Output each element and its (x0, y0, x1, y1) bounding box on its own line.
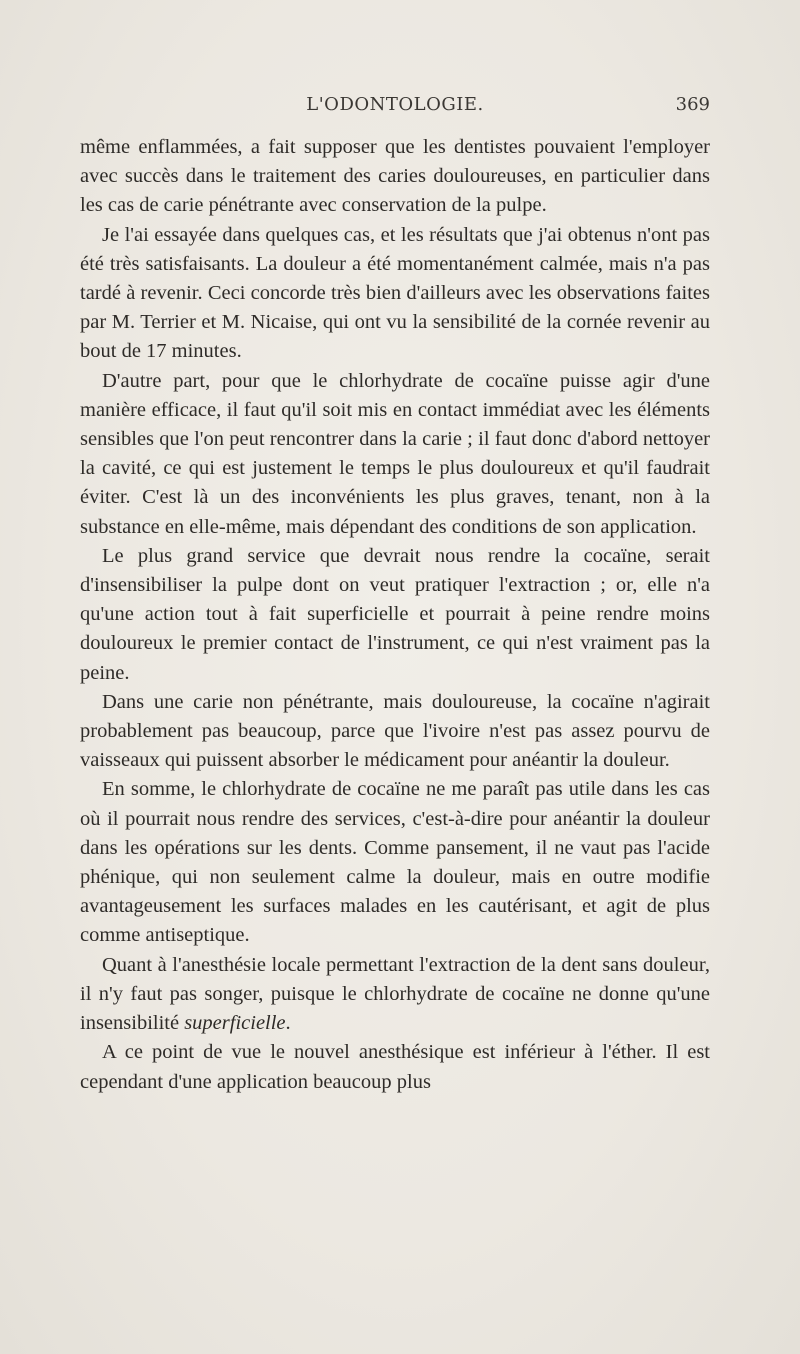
paragraph-text: Quant à l'anesthésie locale permettant l'extraction de la dent sans douleur, il n'y faut pas songer, puisque le chlorhydrate de cocaïne ne donne qu'une insensibilité (80, 953, 710, 1035)
page-header (80, 94, 710, 124)
paragraph: Je l'ai essayée dans quelques cas, et les résultats que j'ai obtenus n'ont pas été très satisfaisants. La douleur a été momentanément calmée, mais n'a pas tardé à revenir. Ceci concorde très bien d'ailleurs avec les observations faites par M. Terrier et M. Nicaise, qui ont vu la sensibilité de la cornée revenir au bout de 17 minutes. (80, 223, 710, 363)
page-number: 369 (675, 94, 710, 115)
paragraph: Le plus grand service que devrait nous rendre la cocaïne, serait d'insensibiliser la pulpe dont on veut pratiquer l'extraction ; or, elle n'a qu'une action tout à fait superficielle et pourrait à peine rendre moins douloureux le premier contact de l'instrument, ce qui n'est vraiment pas la peine. (80, 544, 710, 684)
paragraph (80, 951, 710, 1039)
italic-emphasis: superficielle (184, 1012, 286, 1035)
paragraph: A ce point de vue le nouvel anesthésique est inférieur à l'éther. Il est cependant d'une application beaucoup plus (80, 1041, 710, 1093)
body-text (80, 133, 710, 1097)
paragraph: même enflammées, a fait supposer que les dentistes pouvaient l'employer avec succès dans le traitement des caries douloureuses, en particulier dans les cas de carie pénétrante avec conservation de la pulpe. (80, 136, 710, 217)
running-head: L'ODONTOLOGIE. (306, 94, 484, 115)
paragraph: Dans une carie non pénétrante, mais douloureuse, la cocaïne n'agirait probablement pas beaucoup, parce que l'ivoire n'est pas assez pourvu de vaisseaux qui puissent absorber le médicament pour anéantir la douleur. (80, 690, 710, 772)
paragraph: D'autre part, pour que le chlorhydrate de cocaïne puisse agir d'une manière efficace, il faut qu'il soit mis en contact immédiat avec les éléments sensibles que l'on peut rencontrer dans la carie ; il faut donc d'abord nettoyer la cavité, ce qui est justement le temps le plus douloureux et qu'il faudrait éviter. C'est là un des inconvénients les plus graves, tenant, non à la substance en elle-même, mais dépendant des conditions de son application. (80, 369, 710, 538)
paragraph-text-end: . (285, 1012, 291, 1035)
paragraph: En somme, le chlorhydrate de cocaïne ne me paraît pas utile dans les cas où il pourrait nous rendre des services, c'est-à-dire pour anéantir la douleur dans les opérations sur les dents. Comme pansement, il ne vaut pas l'acide phénique, qui non seulement calme la douleur, mais en outre modifie avantageusement les surfaces malades en les cautérisant, et agit de plus comme antiseptique. (80, 778, 710, 947)
